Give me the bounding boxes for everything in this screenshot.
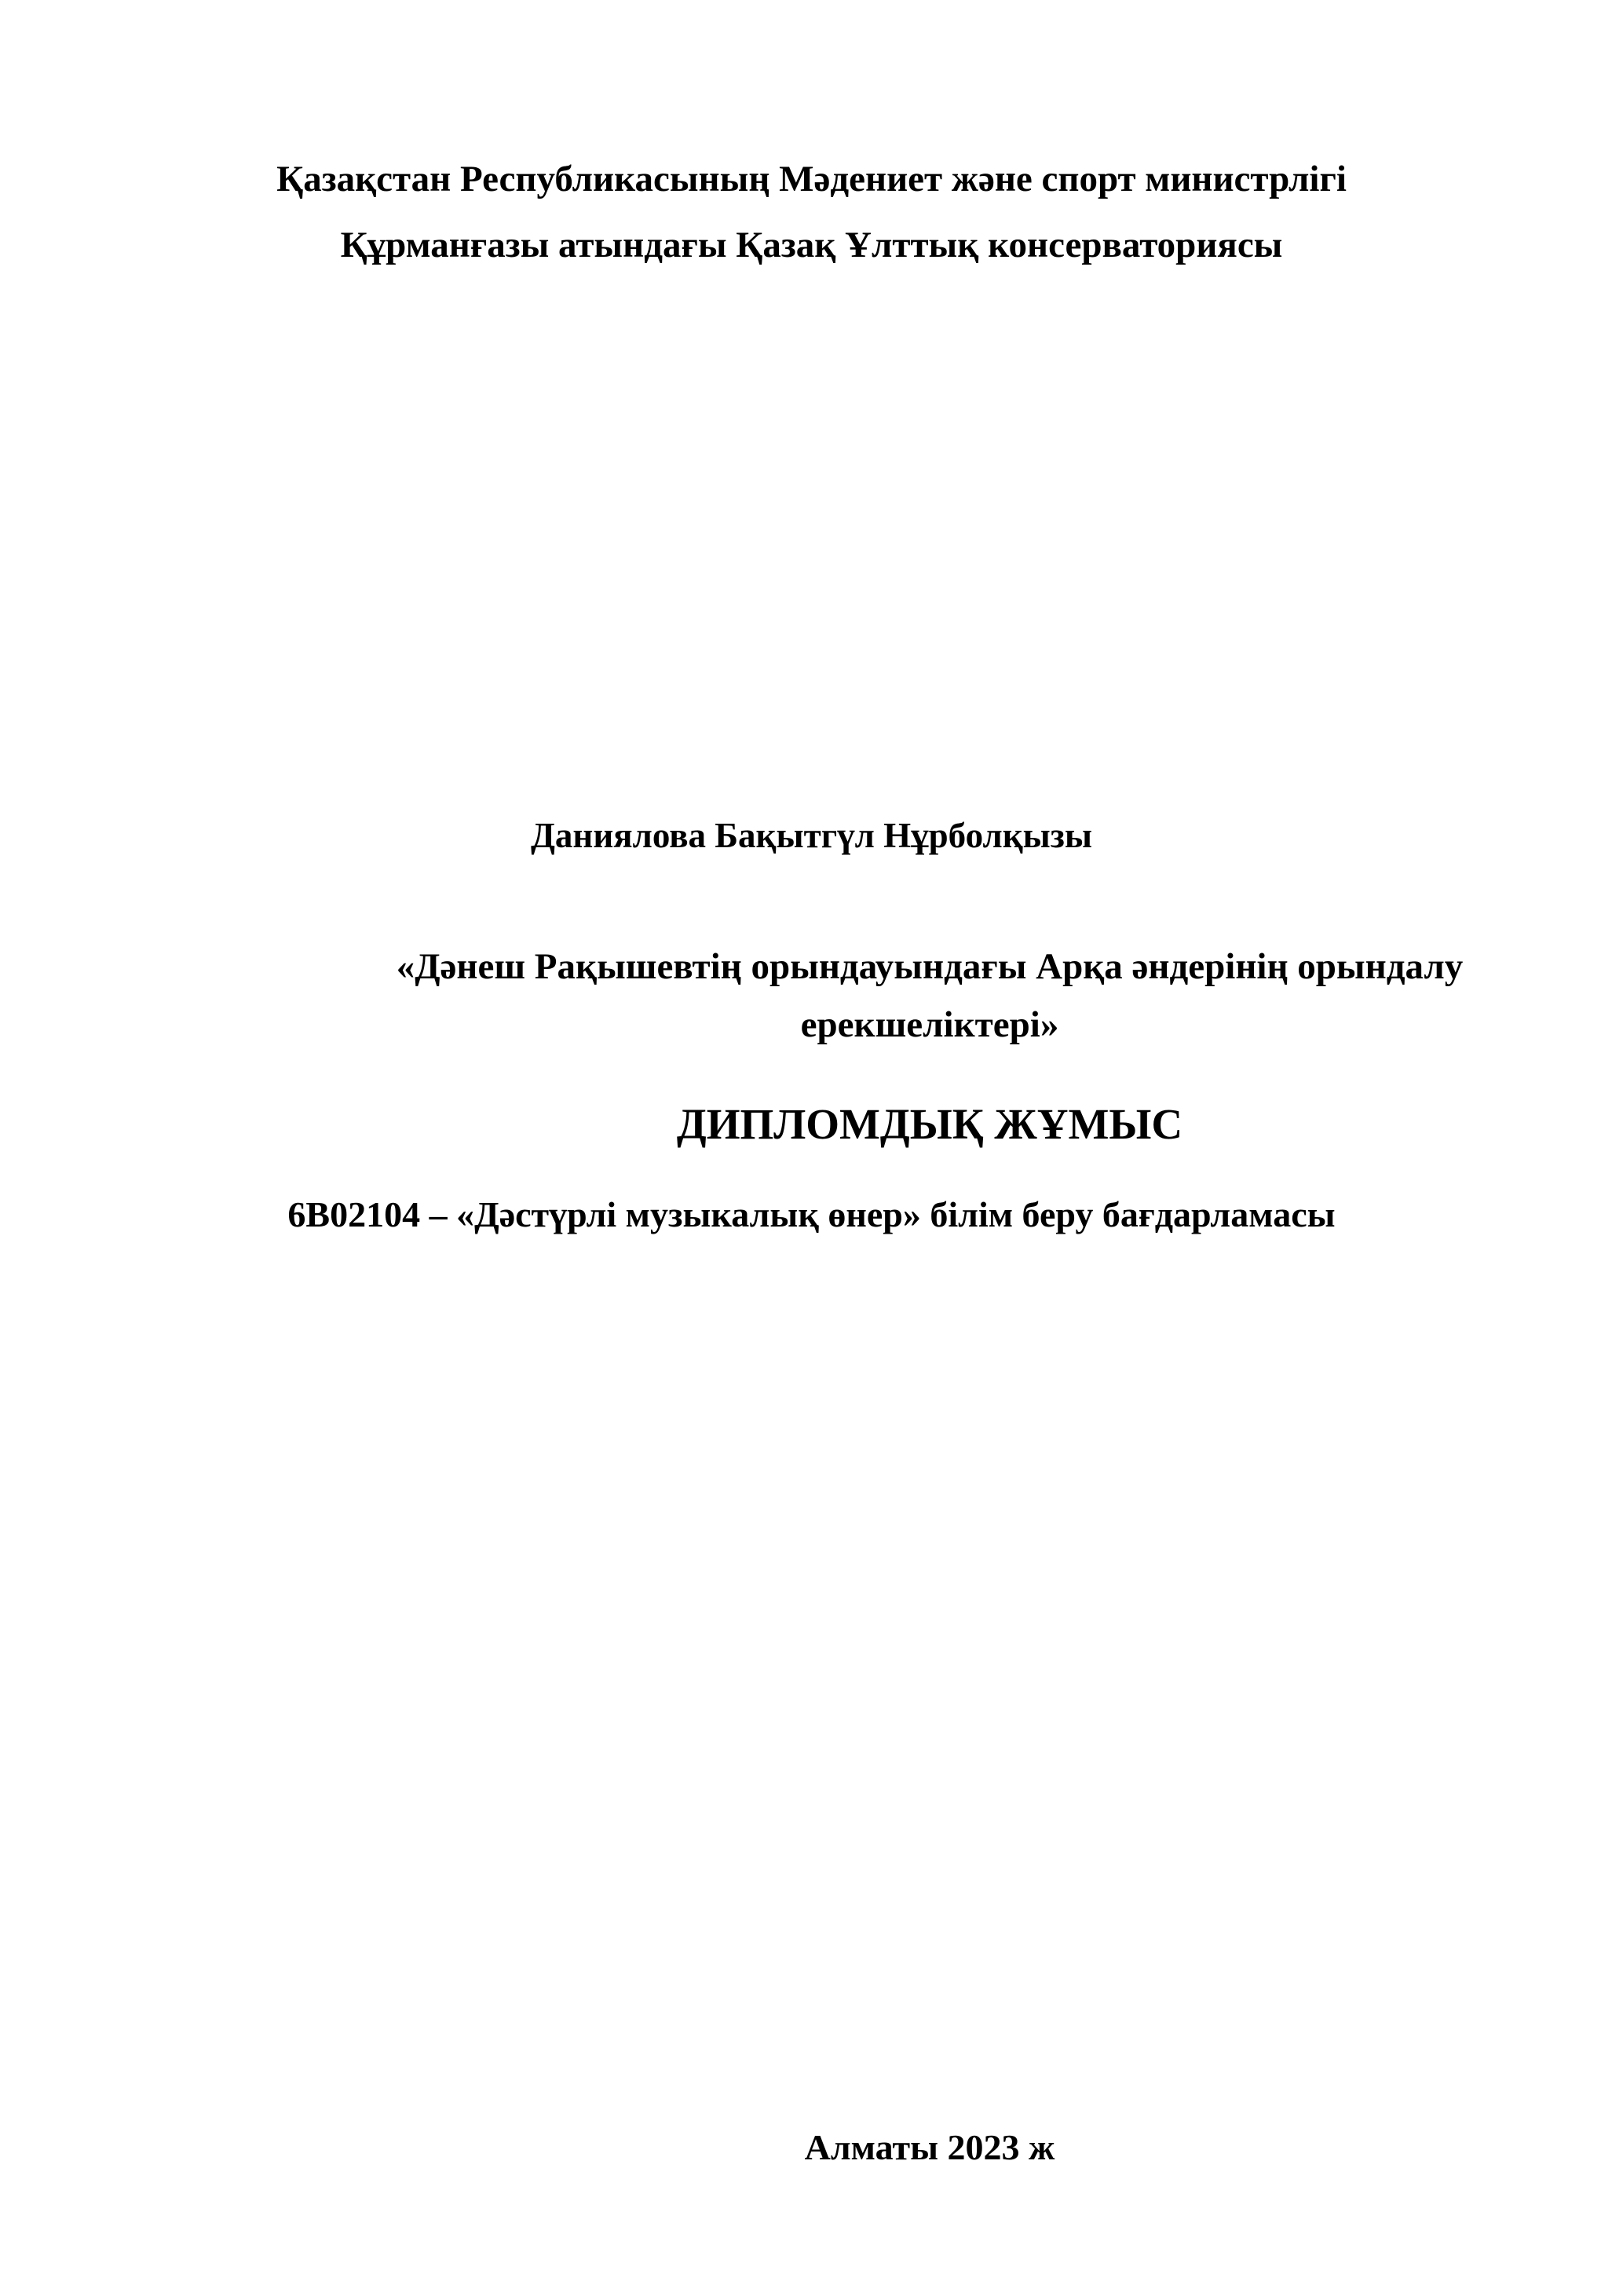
education-program: 6В02104 – «Дәстүрлі музыкалық өнер» білім беру бағдарламасы bbox=[287, 1194, 1336, 1234]
conservatory-name: Құрманғазы атындағы Қазақ Ұлттық консерваториясы bbox=[340, 225, 1283, 265]
place-and-year-text: Алматы 2023 ж bbox=[804, 2127, 1055, 2167]
document-type-text: ДИПЛОМДЫҚ ЖҰМЫС bbox=[676, 1100, 1183, 1148]
work-title-line-2-text: ерекшеліктері» bbox=[800, 1004, 1059, 1045]
ministry-name: Қазақстан Республикасының Мәдениет және спорт министрлігі bbox=[276, 159, 1347, 199]
work-title-line-1-text: «Дәнеш Рақышевтің орындауындағы Арқа әндерінің орындалу bbox=[396, 946, 1464, 987]
author-name: Даниялова Бақытгүл Нұрболқызы bbox=[530, 816, 1093, 855]
